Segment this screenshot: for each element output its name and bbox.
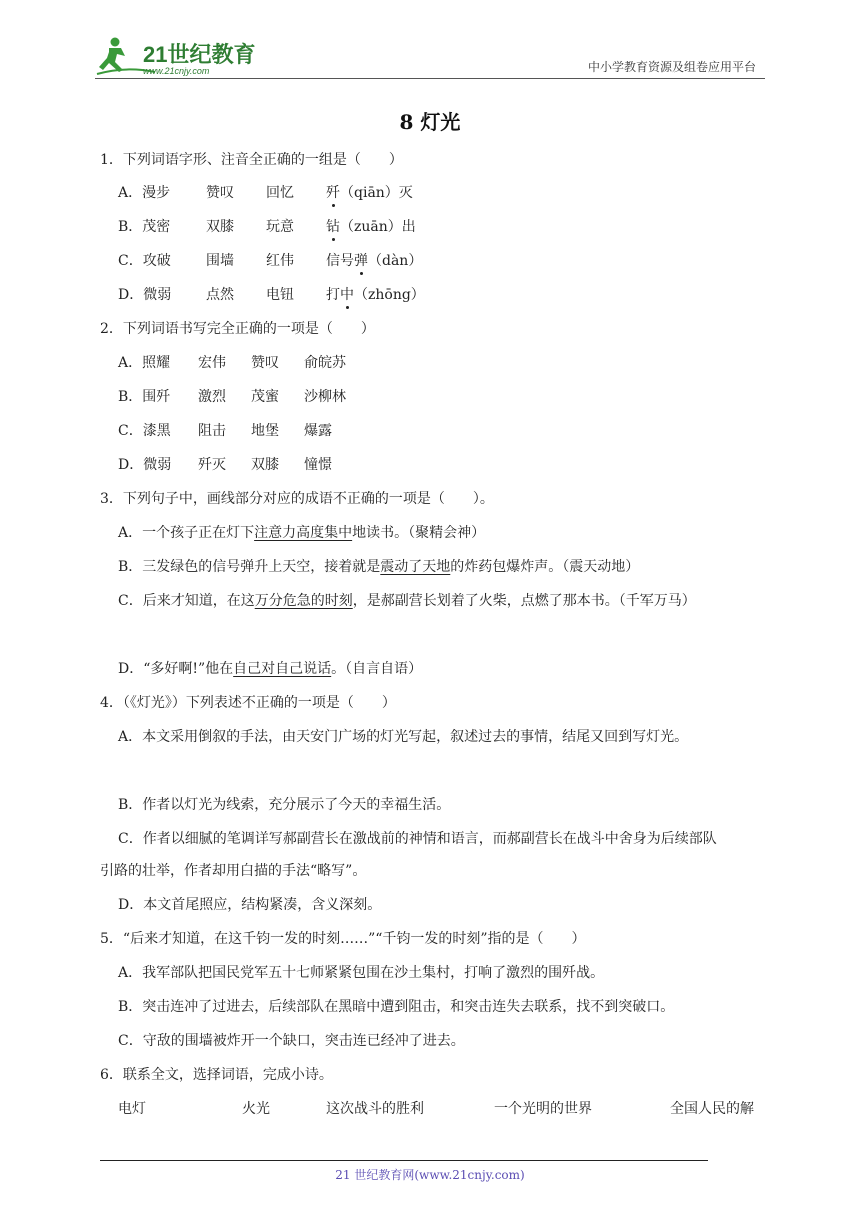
- question-3-option-c[interactable]: C．后来才知道，在这万分危急的时刻，是郝副营长划着了火柴，点燃了那本书。（千军万马）: [118, 593, 696, 609]
- footer-text[interactable]: 21 世纪教育网(www.21cnjy.com): [335, 1168, 525, 1182]
- underlined-phrase: 震动了天地: [380, 559, 451, 575]
- question-3-stem: 3．下列句子中，画线部分对应的成语不正确的一项是（ ）。: [100, 491, 494, 507]
- question-5-option-c[interactable]: C．守敌的围墙被炸开一个缺口，突击连已经冲了进去。: [118, 1033, 465, 1049]
- page-title: 8 灯光: [399, 110, 461, 134]
- question-6-stem: 6．联系全文，选择词语，完成小诗。: [100, 1067, 333, 1083]
- page-header: [0, 0, 860, 82]
- question-4-option-d[interactable]: D．本文首尾照应，结构紧凑，含义深刻。: [118, 897, 382, 913]
- logo-text: 21世纪教育: [143, 42, 256, 67]
- word-bank-item: 这次战斗的胜利: [326, 1101, 424, 1117]
- question-1-stem: 1．下列词语字形、注音全正确的一组是（ ）: [100, 152, 403, 168]
- question-2-option-c[interactable]: C．漆黑 阻击 地堡 爆露: [118, 423, 332, 439]
- word-bank-item: 火光: [242, 1101, 270, 1117]
- question-4-option-b[interactable]: B．作者以灯光为线索，充分展示了今天的幸福生活。: [118, 797, 451, 813]
- question-2-option-b[interactable]: B．围歼 激烈 茂蜜 沙柳林: [118, 389, 346, 405]
- question-4-stem: 4．（《灯光》）下列表述不正确的一项是（ ）: [100, 695, 396, 711]
- question-1-option-d[interactable]: D．微弱 点然 电钮 打 中 （zhōng）: [118, 287, 425, 303]
- platform-label: 中小学教育资源及组卷应用平台: [587, 60, 756, 74]
- word-bank-item: 一个光明的世界: [494, 1101, 592, 1117]
- word-bank-item: 电灯: [118, 1101, 146, 1117]
- question-5-option-a[interactable]: A．我军部队把国民党军五十七师紧紧包围在沙土集村，打响了激烈的围歼战。: [118, 965, 605, 981]
- question-2-option-a[interactable]: A．照耀 宏伟 赞叹 俞皖苏: [118, 355, 346, 371]
- question-5-option-b[interactable]: B．突击连冲了过进去，后续部队在黑暗中遭到阻击，和突击连失去联系，找不到突破口。: [118, 999, 675, 1015]
- underlined-phrase: 注意力高度集中: [254, 525, 353, 541]
- question-4-option-c-continued: 引路的壮举，作者却用白描的手法“略写”。: [100, 863, 367, 879]
- question-1-option-c[interactable]: C．攻破 围墙 红伟 信号 弹 （dàn）: [118, 253, 423, 269]
- logo: [95, 36, 265, 78]
- question-3-option-a[interactable]: A．一个孩子正在灯下注意力高度集中地读书。（聚精会神）: [118, 525, 486, 541]
- underlined-phrase: 自己对自己说话: [233, 661, 332, 677]
- header-divider: [95, 78, 765, 79]
- question-4-option-a[interactable]: A．本文采用倒叙的手法，由天安门广场的灯光写起，叙述过去的事情，结尾又回到写灯光。: [118, 729, 689, 745]
- footer-divider: [100, 1160, 708, 1161]
- underlined-phrase: 万分危急的时刻: [254, 593, 353, 609]
- question-3-option-d[interactable]: D．“多好啊!”他在自己对自己说话。（自言自语）: [118, 661, 423, 677]
- question-4-option-c[interactable]: C．作者以细腻的笔调详写郝副营长在激战前的神情和语言，而郝副营长在战斗中舍身为后续部队: [118, 831, 717, 847]
- question-3-option-b[interactable]: B．三发绿色的信号弹升上天空，接着就是震动了天地的炸药包爆炸声。（震天动地）: [118, 559, 640, 575]
- word-bank-item: 全国人民的解: [670, 1101, 754, 1117]
- question-5-stem: 5．“后来才知道，在这千钧一发的时刻……”“千钧一发的时刻”指的是（ ）: [100, 931, 586, 947]
- question-2-stem: 2．下列词语书写完全正确的一项是（ ）: [100, 321, 375, 337]
- question-1-option-a[interactable]: A．漫步 赞叹 回忆 歼 （qiān）灭: [118, 185, 413, 201]
- question-2-option-d[interactable]: D．微弱 歼灭 双膝 憧憬: [118, 457, 332, 473]
- question-1-option-b[interactable]: B．茂密 双膝 玩意 钻 （zuān）出: [118, 219, 416, 235]
- logo-url: www.21cnjy.com: [143, 66, 210, 76]
